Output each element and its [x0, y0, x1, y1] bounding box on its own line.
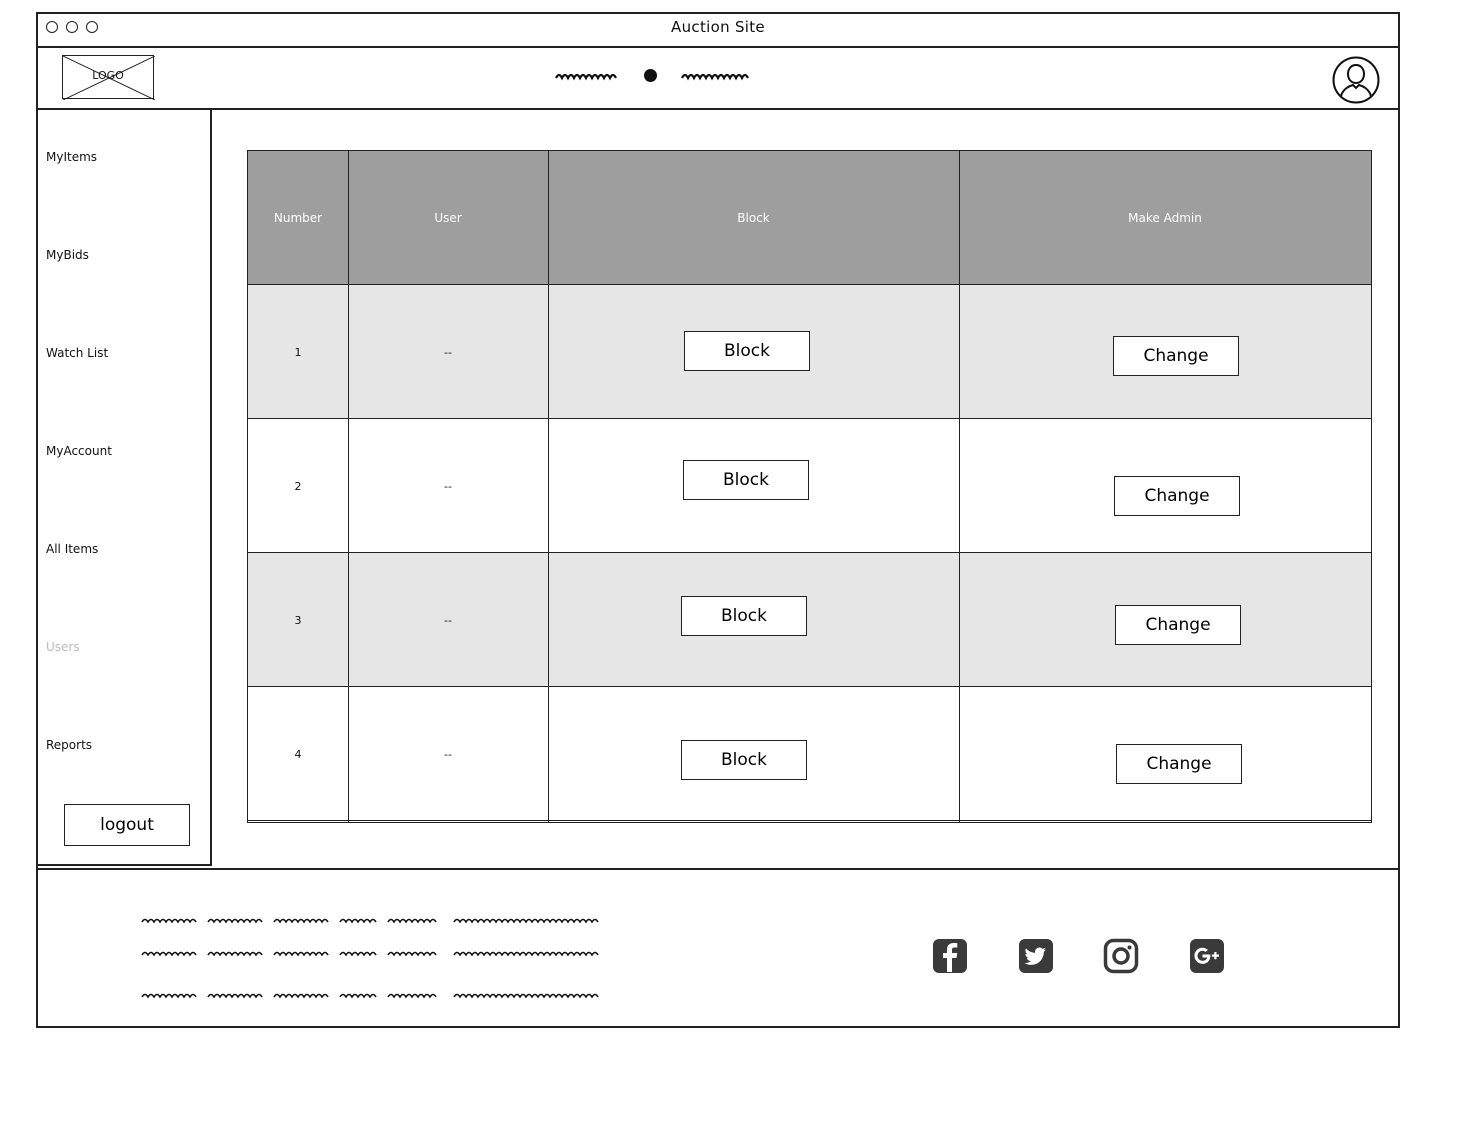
row-user: -- — [444, 747, 452, 761]
nav-link-scribble-icon[interactable] — [554, 68, 624, 84]
table-header-row — [248, 151, 1371, 285]
logout-button[interactable]: logout — [64, 804, 190, 846]
table-row — [248, 687, 1371, 821]
nav-separator-dot-icon — [644, 69, 657, 82]
change-admin-button[interactable]: Change — [1115, 605, 1241, 645]
window-title: Auction Site — [671, 18, 765, 36]
row-number: 1 — [294, 345, 302, 359]
logo[interactable] — [62, 55, 154, 99]
column-header-make-admin: Make Admin — [1128, 211, 1202, 225]
footer-text-line — [140, 989, 610, 1003]
block-button[interactable]: Block — [684, 331, 810, 371]
column-divider — [348, 151, 349, 822]
users-table — [247, 150, 1372, 823]
footer-text-line — [140, 947, 610, 961]
row-number: 4 — [294, 747, 302, 761]
change-admin-button[interactable]: Change — [1114, 476, 1240, 516]
instagram-icon[interactable] — [1103, 938, 1139, 974]
google-plus-icon[interactable] — [1189, 938, 1225, 974]
footer-text-line — [140, 914, 610, 928]
column-header-user: User — [434, 211, 462, 225]
table-row — [248, 419, 1371, 553]
row-user: -- — [444, 345, 452, 359]
row-user: -- — [444, 613, 452, 627]
column-header-number: Number — [273, 211, 323, 225]
sidebar-item-myaccount[interactable]: MyAccount — [46, 444, 112, 458]
facebook-icon[interactable] — [932, 938, 968, 974]
sidebar — [36, 110, 212, 866]
sidebar-item-reports[interactable]: Reports — [46, 738, 93, 752]
table-row — [248, 553, 1371, 687]
table-row — [248, 285, 1371, 419]
site-header — [36, 48, 1400, 110]
block-button[interactable]: Block — [683, 460, 809, 500]
logo-text: LOGO — [92, 69, 124, 82]
column-divider — [959, 151, 960, 822]
site-footer — [36, 868, 1400, 1028]
change-admin-button[interactable]: Change — [1116, 744, 1242, 784]
sidebar-item-myitems[interactable]: MyItems — [46, 150, 98, 164]
user-avatar-icon[interactable] — [1332, 56, 1380, 104]
row-user: -- — [444, 479, 452, 493]
row-number: 3 — [294, 613, 302, 627]
sidebar-item-mybids[interactable]: MyBids — [46, 248, 89, 262]
title-bar — [36, 12, 1400, 48]
row-number: 2 — [294, 479, 302, 493]
column-header-block: Block — [737, 211, 770, 225]
block-button[interactable]: Block — [681, 596, 807, 636]
sidebar-item-watch-list[interactable]: Watch List — [46, 346, 109, 360]
nav-link-scribble-icon[interactable] — [680, 68, 752, 84]
block-button[interactable]: Block — [681, 740, 807, 780]
change-admin-button[interactable]: Change — [1113, 336, 1239, 376]
twitter-icon[interactable] — [1018, 938, 1054, 974]
sidebar-item-all-items[interactable]: All Items — [46, 542, 99, 556]
sidebar-item-users[interactable]: Users — [46, 640, 80, 654]
column-divider — [548, 151, 549, 822]
